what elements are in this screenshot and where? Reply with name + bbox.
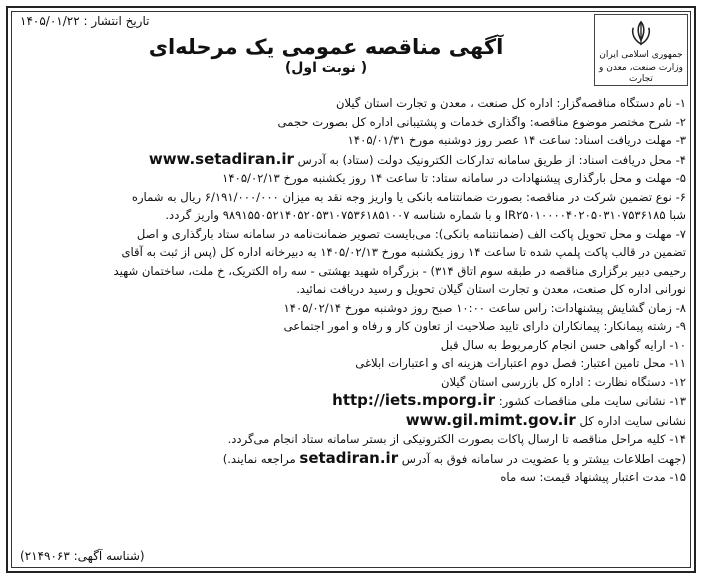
notice-subtitle: ( نوبت اول) bbox=[284, 60, 368, 76]
ministry-logo bbox=[594, 14, 688, 86]
office-site-link[interactable]: www.gil.mimt.gov.ir bbox=[405, 410, 576, 429]
item-3: ۳- مهلت دریافت اسناد: ساعت ۱۴ عصر روز دوشنبه مورخ ۱۴۰۵/۰۱/۳۱ bbox=[347, 133, 686, 147]
logo-line-1: جمهوری اسلامی ایران bbox=[599, 50, 683, 60]
item-6-line-2: شبا IR۲۵۰۱۰۰۰۰۴۰۲۰۵۰۳۱۰۷۵۳۶۱۸۵ و با شماره شناسه ۹۸۹۱۵۵۰۵۲۱۴۰۵۲۰۵۳۱۰۷۵۳۶۱۸۵۱۰۰۷ واریز گردد. bbox=[165, 208, 686, 222]
note-text-a: (جهت اطلاعات بیشتر و یا عضویت در سامانه فوق به آدرس bbox=[401, 451, 686, 466]
notice-header bbox=[8, 8, 694, 90]
notice-title: آگهی مناقصه عمومی یک مرحله‌ای bbox=[148, 35, 504, 59]
ad-id: (شناسه آگهی: ۲۱۴۹۰۶۳) bbox=[20, 549, 145, 563]
item-13 bbox=[16, 391, 686, 411]
item-7-line-4: نورانی اداره کل صنعت، معدن و تجارت استان گیلان تحویل و رسید دریافت نمائید. bbox=[296, 282, 686, 296]
note-link[interactable]: setadiran.ir bbox=[299, 448, 399, 467]
item-4 bbox=[16, 150, 686, 170]
office-site-text: نشانی سایت اداره کل bbox=[579, 413, 686, 428]
item-13-text: ۱۳- نشانی سایت ملی مناقصات کشور: bbox=[498, 394, 686, 408]
note-text-b: مراجعه نمایند.) bbox=[222, 451, 296, 466]
item-1: ۱- نام دستگاه مناقصه‌گزار: اداره کل صنعت ، معدن و تجارت استان گیلان bbox=[336, 96, 686, 110]
item-7-line-3: رحیمی دبیر برگزاری مناقصه در طبقه سوم اتاق ۳۱۴) - بزرگراه شهید بهشتی - سه راه الکتریک، خ ملت، ساختمان شهید bbox=[113, 263, 686, 278]
item-4-text: ۴- محل دریافت اسناد: از طریق سامانه تدارکات الکترونیک دولت (ستاد) به آدرس bbox=[297, 152, 686, 167]
tender-notice bbox=[6, 6, 696, 573]
item-7-line-2: تضمین در قالب پاکت پلمپ شده تا ساعت ۱۴ روز یکشنبه مورخ ۱۴۰۵/۰۲/۱۳ به دبیرخانه اداره کل (پس از ثبت به آقای bbox=[121, 245, 686, 259]
notice-items bbox=[16, 94, 686, 487]
iets-link[interactable]: http://iets.mporg.ir bbox=[332, 391, 496, 409]
item-8: ۸- زمان گشایش پیشنهادات: راس ساعت ۱۰:۰۰ صبح روز دوشنبه مورخ ۱۴۰۵/۰۲/۱۴ bbox=[283, 300, 686, 315]
item-10: ۱۰- ارایه گواهی حسن انجام کارمربوط به سال قبل bbox=[440, 337, 686, 352]
item-14: ۱۴- کلیه مراحل مناقصه تا ارسال پاکات بصورت الکترونیکی از بستر سامانه ستاد انجام می‌گردد. bbox=[227, 432, 686, 446]
item-2: ۲- شرح مختصر موضوع مناقصه: واگذاری خدمات و پشتیبانی اداره کل بصورت حجمی bbox=[277, 114, 686, 129]
office-site bbox=[16, 411, 686, 431]
item-7-line-1: ۷- مهلت و محل تحویل پاکت الف (ضمانتنامه بانکی): می‌بایست تصویر ضمانت‌نامه در سامانه ستاد بارگذاری و اصل bbox=[136, 226, 686, 241]
item-6-line-1: ۶- نوع تضمین شرکت در مناقصه: بصورت ضمانتنامه بانکی یا واریز وجه نقد به میزان ۶/۱۹۱/۰۰۰/۰۰۰ ریال به شماره bbox=[131, 189, 686, 204]
publish-date: تاریخ انتشار : ۱۴۰۵/۰۱/۲۲ bbox=[20, 14, 150, 28]
item-9: ۹- رشته پیمانکار: پیمانکاران دارای تایید صلاحیت از تعاون کار و رفاه و امور اجتماعی bbox=[283, 319, 686, 333]
item-5: ۵- مهلت و محل بارگذاری پیشنهادات در سامانه ستاد: تا ساعت ۱۴ روز یکشنبه مورخ ۱۴۰۵/۰۲/۱۳ bbox=[222, 171, 686, 185]
item-11: ۱۱- محل تامین اعتبار: فصل دوم اعتبارات هزینه ای و اعتبارات ابلاغی bbox=[355, 356, 686, 370]
setadiran-link[interactable]: www.setadiran.ir bbox=[148, 149, 294, 168]
item-15: ۱۵- مدت اعتبار پیشنهاد قیمت: سه ماه bbox=[500, 470, 686, 484]
iran-emblem-icon bbox=[626, 19, 656, 48]
item-12: ۱۲- دستگاه نظارت : اداره کل بازرسی استان گیلان bbox=[440, 374, 686, 389]
item-14-note bbox=[16, 449, 686, 469]
logo-line-2: وزارت صنعت، معدن و تجارت bbox=[599, 63, 683, 84]
